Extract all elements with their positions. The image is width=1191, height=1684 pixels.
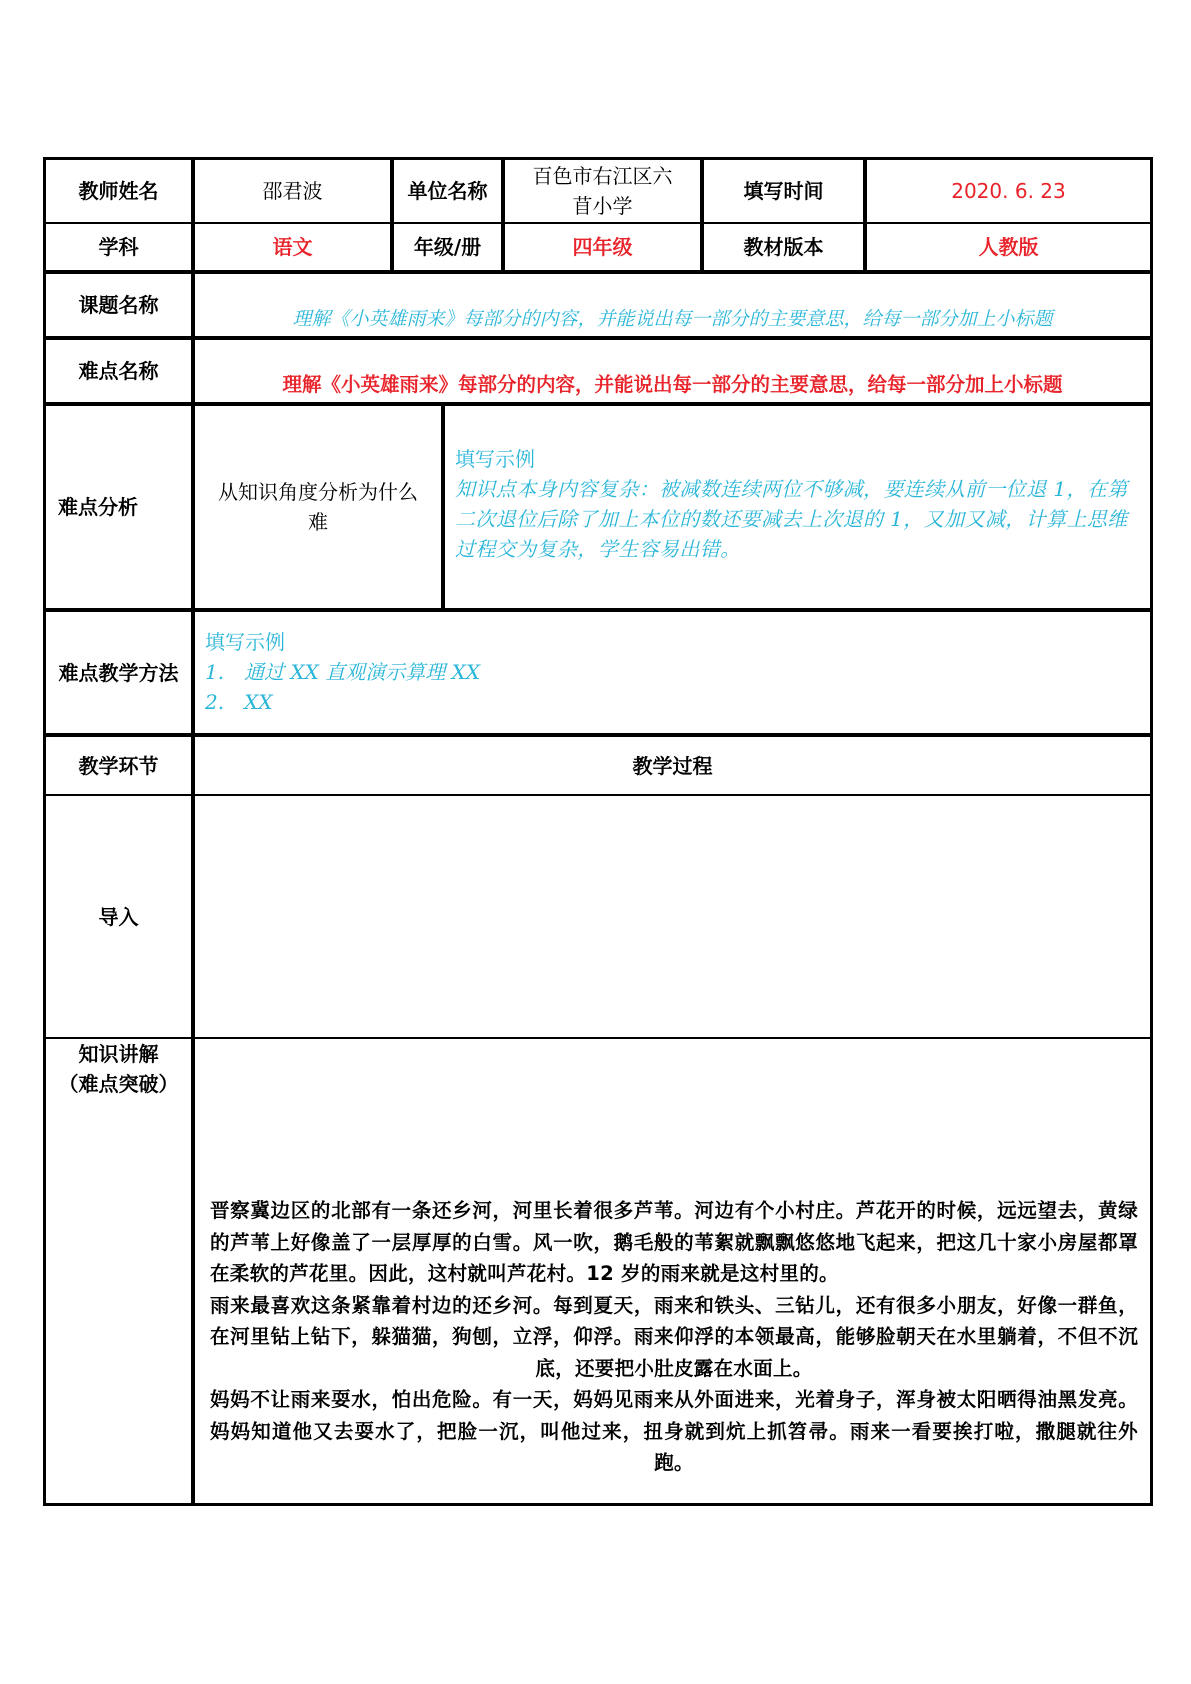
method-item: 1. 通过 XX 直观演示算理 XX [205, 660, 481, 684]
fill-time-value: 2020. 6. 23 [864, 157, 1153, 223]
edition-label: 教材版本 [701, 223, 864, 271]
subject-label: 学科 [43, 223, 192, 271]
method-item: 2. XX [205, 690, 273, 714]
knowledge-content [192, 1038, 1153, 1506]
teacher-name-value: 邵君波 [192, 157, 391, 223]
grade-value: 四年级 [502, 223, 701, 271]
method-label: 难点教学方法 [43, 609, 192, 734]
knowledge-label-line1: 知识讲解 [78, 1042, 159, 1066]
story-paragraph: 妈妈不让雨来耍水，怕出危险。有一天，妈妈见雨来从外面进来，光着身子，浑身被太阳晒得油黑发亮。妈妈知道他又去耍水了，把脸一沉，叫他过来，扭身就到炕上抓笤帚。雨来一看要挨打啦，撒腿就往外跑。 [210, 1388, 1138, 1474]
stage-header: 教学环节 [43, 734, 192, 795]
difficulty-label: 难点名称 [43, 337, 192, 403]
difficulty-value: 理解《小英雄雨来》每部分的内容，并能说出每一部分的主要意思，给每一部分加上小标题 [192, 337, 1153, 403]
story-paragraph: 雨来最喜欢这条紧靠着村边的还乡河。每到夏天，雨来和铁头、三钻儿，还有很多小朋友，好像一群鱼，在河里钻上钻下，躲猫猫，狗刨，立浮，仰浮。雨来仰浮的本领最高，能够脸朝天在水里躺着，不但不沉底，还要把小肚皮露在水面上。 [210, 1293, 1138, 1380]
grade-label: 年级/册 [391, 223, 502, 271]
analysis-sublabel: 从知识角度分析为什么难 [192, 403, 442, 609]
analysis-example-text: 知识点本身内容复杂：被减数连续两位不够减，要连续从前一位退 1，在第二次退位后除了加上本位的数还要减去上次退的 1，又加又减，计算上思维过程交为复杂，学生容易出错。 [455, 477, 1128, 561]
knowledge-label [43, 1038, 192, 1506]
topic-value: 理解《小英雄雨来》每部分的内容，并能说出每一部分的主要意思，给每一部分加上小标题 [192, 271, 1153, 337]
story-paragraph: 晋察冀边区的北部有一条还乡河，河里长着很多芦苇。河边有个小村庄。芦花开的时候，远远望去，黄绿的芦苇上好像盖了一层厚厚的白雪。风一吹，鹅毛般的苇絮就飘飘悠悠地飞起来，把这几十家小房屋都罩在柔软的芦花里。因此，这村就叫芦花村。12 岁的雨来就是这村里的。 [210, 1199, 1138, 1285]
topic-label: 课题名称 [43, 271, 192, 337]
analysis-example [442, 403, 1153, 609]
analysis-example-title: 填写示例 [455, 447, 535, 471]
intro-content [192, 795, 1153, 1038]
unit-name-value: 百色市右江区六苜小学 [502, 157, 701, 223]
intro-label: 导入 [43, 795, 192, 1038]
subject-value: 语文 [192, 223, 391, 271]
unit-name-label: 单位名称 [391, 157, 502, 223]
analysis-label: 难点分析 [43, 403, 192, 609]
lesson-plan-table [43, 157, 1153, 1506]
method-content [192, 609, 1153, 734]
method-example-title: 填写示例 [205, 630, 285, 654]
edition-value: 人教版 [864, 223, 1153, 271]
fill-time-label: 填写时间 [701, 157, 864, 223]
teacher-name-label: 教师姓名 [43, 157, 192, 223]
process-header: 教学过程 [192, 734, 1153, 795]
knowledge-label-line2: （难点突破） [58, 1072, 179, 1096]
